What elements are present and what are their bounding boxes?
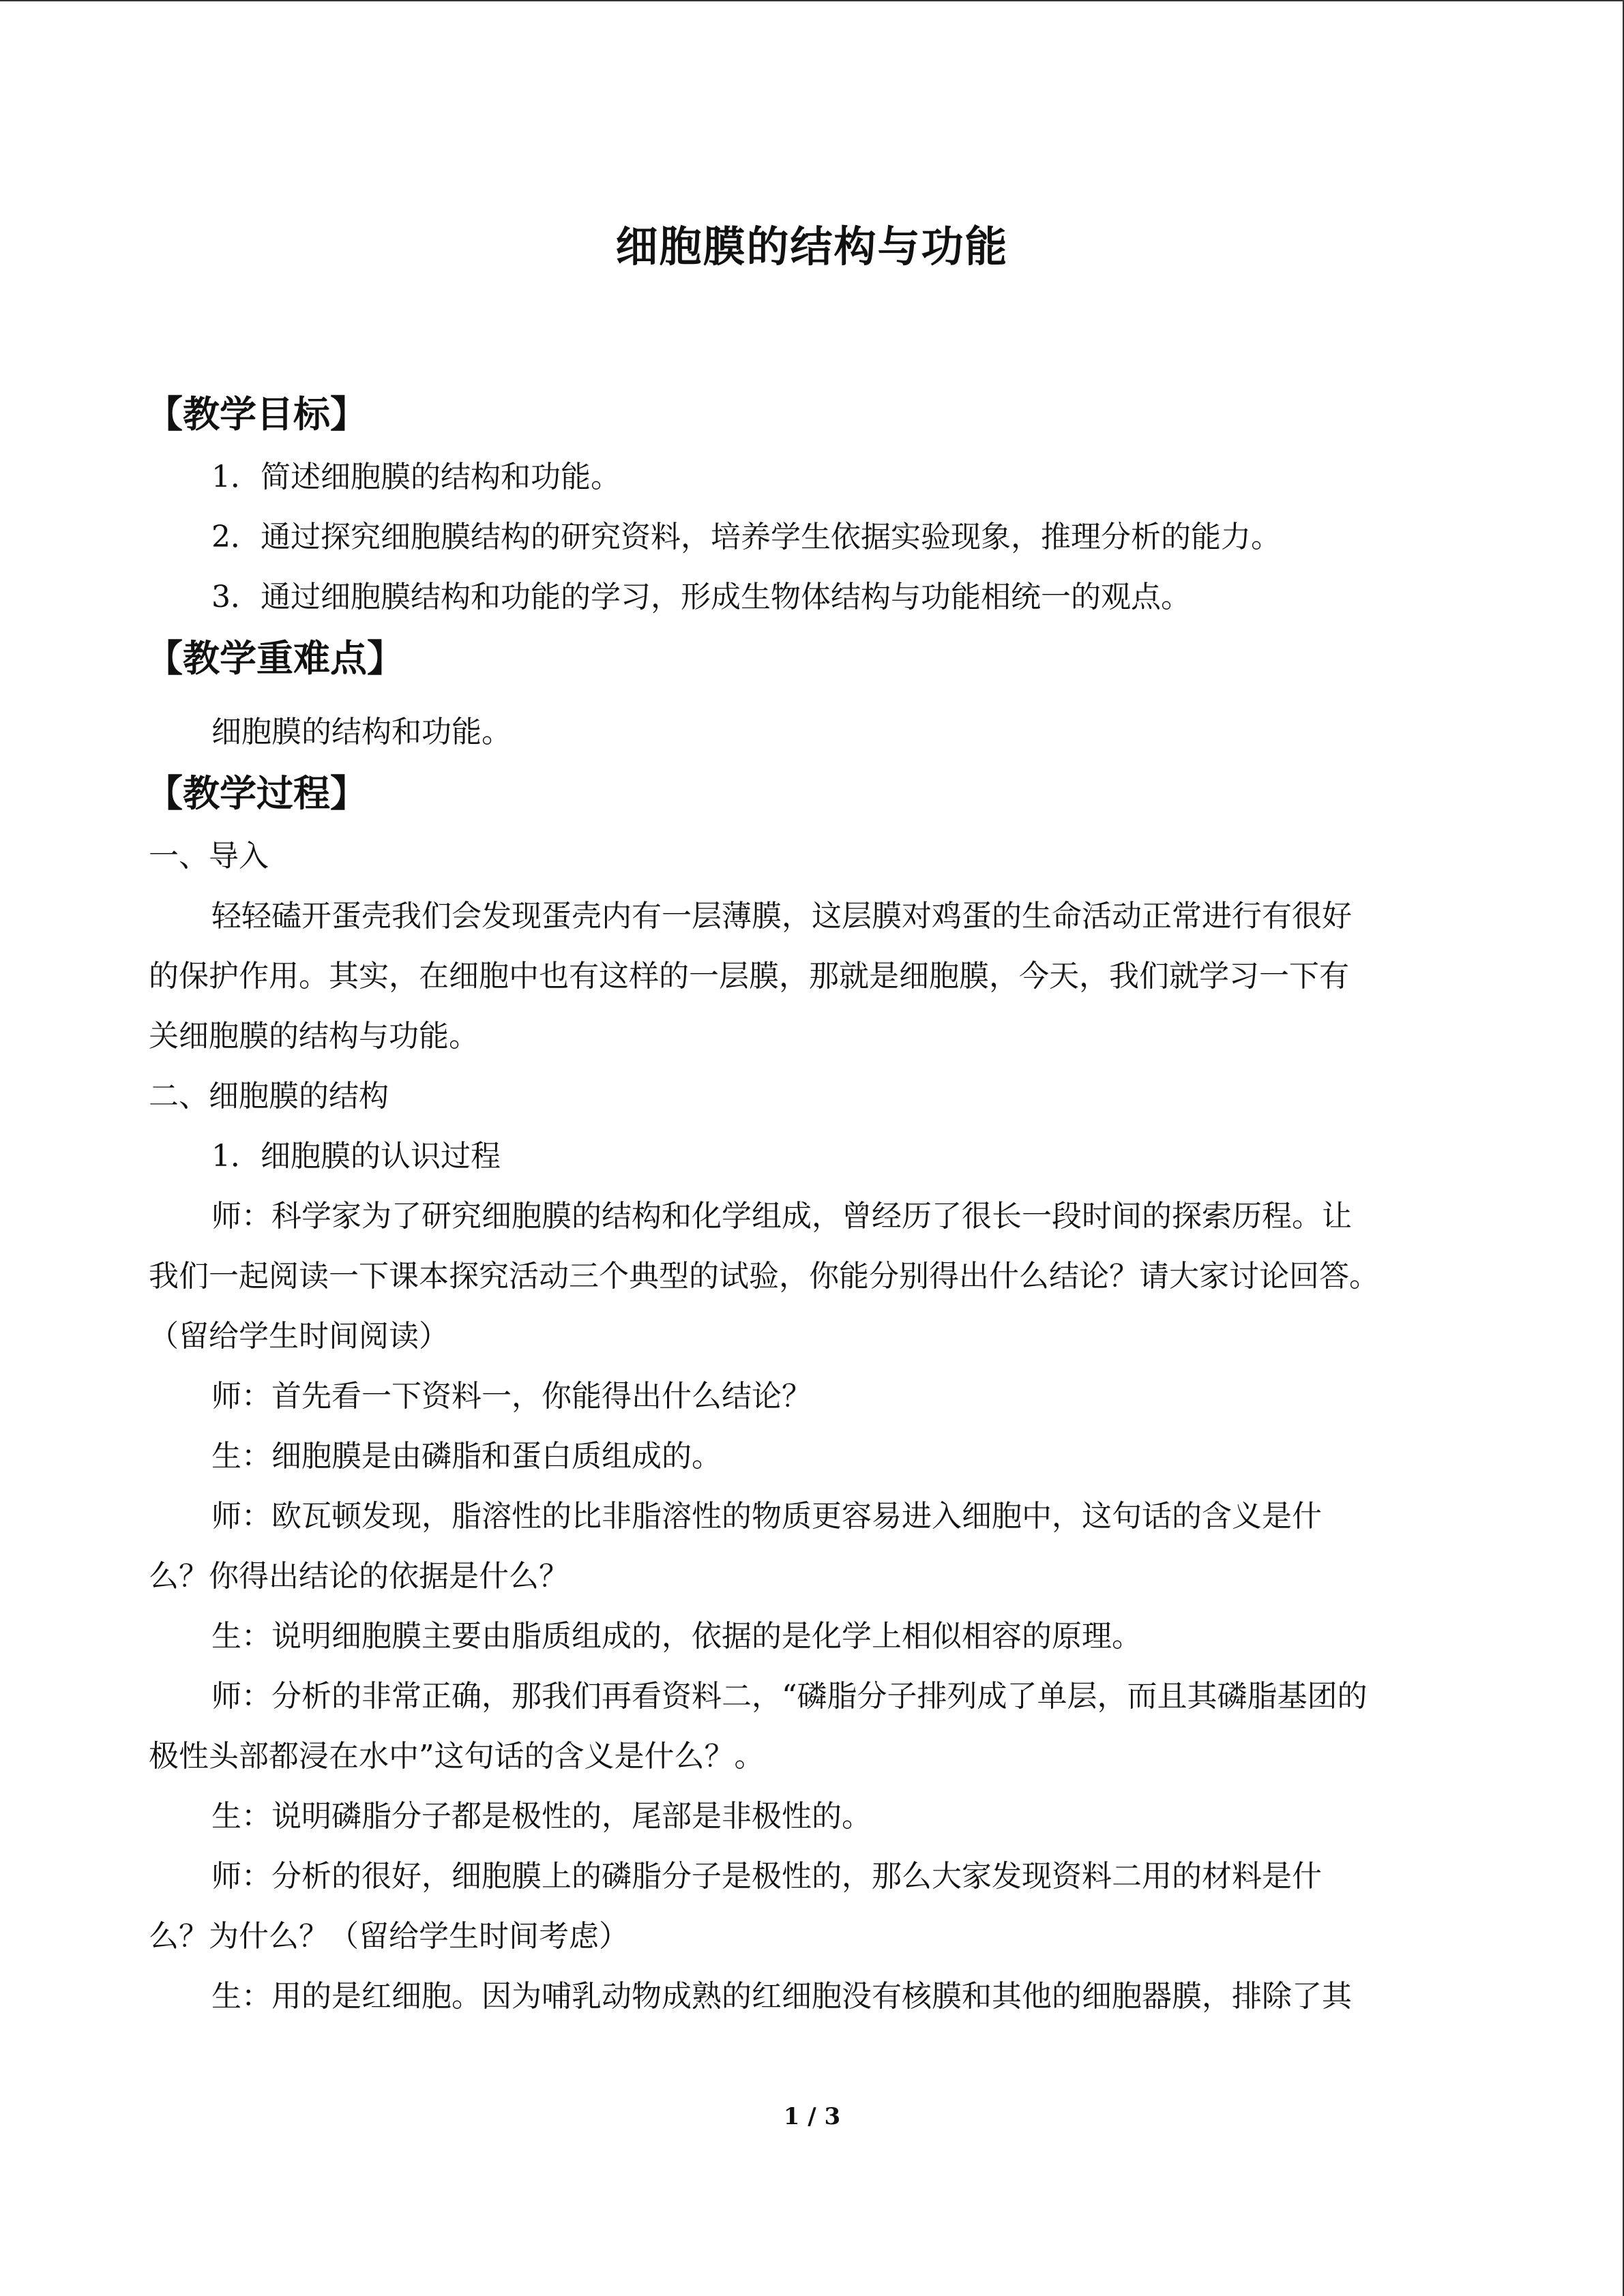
paragraph-line: 么？为什么？（留给学生时间考虑）	[149, 1919, 629, 1954]
paragraph-line: 师：首先看一下资料一，你能得出什么结论？	[211, 1379, 812, 1414]
paragraph-line: 师：欧瓦顿发现，脂溶性的比非脂溶性的物质更容易进入细胞中，这句话的含义是什	[211, 1499, 1322, 1534]
paragraph-line: （留给学生时间阅读）	[149, 1319, 449, 1354]
paragraph-line: 生：细胞膜是由磷脂和蛋白质组成的。	[211, 1439, 722, 1474]
paragraph-line: 师：分析的很好，细胞膜上的磷脂分子是极性的，那么大家发现资料二用的材料是什	[211, 1859, 1322, 1894]
page-number: 1 / 3	[783, 2103, 841, 2130]
subheading-intro: 一、导入	[149, 839, 269, 874]
paragraph-line: 3．通过细胞膜结构和功能的学习，形成生物体结构与功能相统一的观点。	[211, 580, 1191, 614]
paragraph-line: 么？你得出结论的依据是什么？	[149, 1559, 569, 1594]
section-heading-process: 【教学过程】	[146, 771, 367, 815]
document-body	[146, 383, 1479, 2027]
paragraph-line: 细胞膜的结构和功能。	[211, 715, 512, 749]
section-heading-objectives: 【教学目标】	[146, 392, 367, 436]
section-heading-key-points: 【教学重难点】	[146, 636, 404, 680]
paragraph-line: 师：科学家为了研究细胞膜的结构和化学组成，曾经历了很长一段时间的探索历程。让	[211, 1199, 1352, 1234]
paragraph-line: 的保护作用。其实，在细胞中也有这样的一层膜，那就是细胞膜，今天，我们就学习一下有	[149, 959, 1349, 994]
paragraph-line: 生：说明磷脂分子都是极性的，尾部是非极性的。	[211, 1799, 872, 1834]
paragraph-line: 1．细胞膜的认识过程	[211, 1139, 501, 1174]
paragraph-line: 我们一起阅读一下课本探究活动三个典型的试验，你能分别得出什么结论？请大家讨论回答。	[149, 1259, 1379, 1294]
paragraph-line: 师：分析的非常正确，那我们再看资料二，“磷脂分子排列成了单层，而且其磷脂基团的	[211, 1679, 1368, 1714]
document-title: 细胞膜的结构与功能	[615, 222, 1009, 271]
paragraph-line: 生：说明细胞膜主要由脂质组成的，依据的是化学上相似相容的原理。	[211, 1619, 1142, 1654]
subheading-structure: 二、细胞膜的结构	[149, 1079, 389, 1114]
paragraph-line: 轻轻磕开蛋壳我们会发现蛋壳内有一层薄膜，这层膜对鸡蛋的生命活动正常进行有很好	[211, 899, 1352, 934]
paragraph-line: 1．简述细胞膜的结构和功能。	[211, 460, 621, 494]
paragraph-line: 2．通过探究细胞膜结构的研究资料，培养学生依据实验现象，推理分析的能力。	[211, 520, 1281, 554]
paragraph-line: 极性头部都浸在水中”这句话的含义是什么？。	[149, 1739, 765, 1774]
paragraph-line: 关细胞膜的结构与功能。	[149, 1019, 479, 1054]
paragraph-line: 生：用的是红细胞。因为哺乳动物成熟的红细胞没有核膜和其他的细胞器膜，排除了其	[211, 1979, 1352, 2014]
